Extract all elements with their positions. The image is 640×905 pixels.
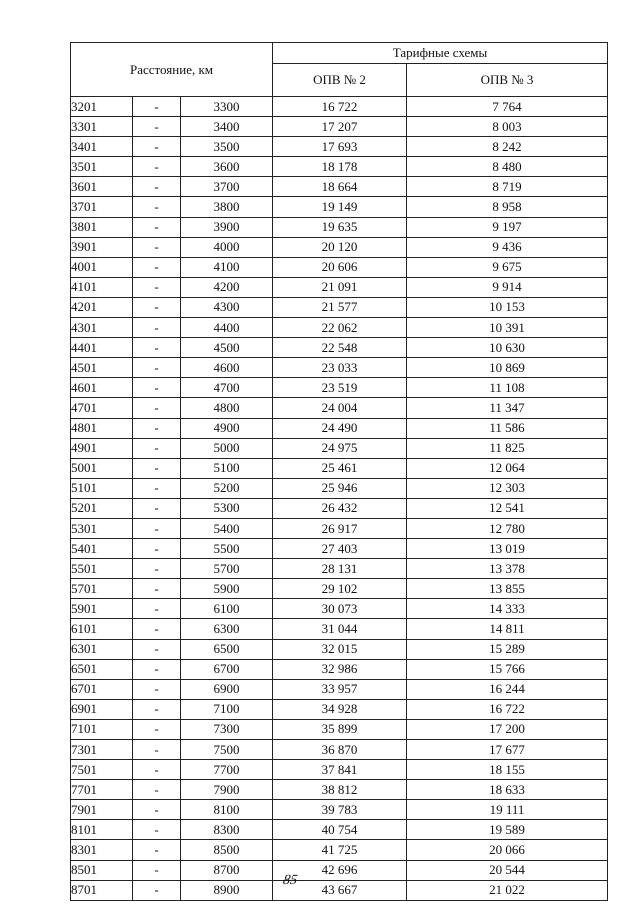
table-row bbox=[71, 338, 608, 358]
distance-to-cell: 4900 bbox=[181, 418, 273, 438]
distance-from-cell: 7301 bbox=[71, 740, 133, 760]
table-row bbox=[71, 639, 608, 659]
distance-dash-cell: - bbox=[133, 398, 181, 418]
opv3-value-cell: 9 675 bbox=[407, 257, 608, 277]
opv2-value-cell: 23 033 bbox=[273, 358, 407, 378]
opv2-value-cell: 22 062 bbox=[273, 318, 407, 338]
opv2-value-cell: 31 044 bbox=[273, 619, 407, 639]
distance-dash-cell: - bbox=[133, 117, 181, 137]
opv3-value-cell: 21 022 bbox=[407, 880, 608, 900]
opv2-value-cell: 19 635 bbox=[273, 217, 407, 237]
distance-to-cell: 5500 bbox=[181, 539, 273, 559]
distance-from-cell: 3801 bbox=[71, 217, 133, 237]
opv2-value-cell: 23 519 bbox=[273, 378, 407, 398]
table-row bbox=[71, 760, 608, 780]
opv2-value-cell: 22 548 bbox=[273, 338, 407, 358]
distance-from-cell: 6701 bbox=[71, 679, 133, 699]
opv3-value-cell: 13 019 bbox=[407, 539, 608, 559]
opv3-value-cell: 8 242 bbox=[407, 137, 608, 157]
opv3-value-cell: 20 544 bbox=[407, 860, 608, 880]
opv3-value-cell: 12 780 bbox=[407, 518, 608, 538]
table-row bbox=[71, 418, 608, 438]
page-number: 85 bbox=[281, 873, 299, 888]
opv2-value-cell: 19 149 bbox=[273, 197, 407, 217]
opv3-value-cell: 14 811 bbox=[407, 619, 608, 639]
distance-dash-cell: - bbox=[133, 599, 181, 619]
opv2-header: ОПВ № 2 bbox=[273, 64, 407, 97]
distance-from-cell: 5201 bbox=[71, 498, 133, 518]
table-row bbox=[71, 297, 608, 317]
distance-from-cell: 8101 bbox=[71, 820, 133, 840]
distance-to-cell: 4100 bbox=[181, 257, 273, 277]
distance-dash-cell: - bbox=[133, 719, 181, 739]
distance-to-cell: 4300 bbox=[181, 297, 273, 317]
distance-dash-cell: - bbox=[133, 498, 181, 518]
distance-from-cell: 5101 bbox=[71, 478, 133, 498]
table-row bbox=[71, 619, 608, 639]
opv2-value-cell: 42 696 bbox=[273, 860, 407, 880]
table-row bbox=[71, 740, 608, 760]
distance-to-cell: 7700 bbox=[181, 760, 273, 780]
opv3-value-cell: 8 958 bbox=[407, 197, 608, 217]
distance-to-cell: 6100 bbox=[181, 599, 273, 619]
table-row bbox=[71, 478, 608, 498]
table-row bbox=[71, 97, 608, 117]
tariff-rows bbox=[71, 97, 608, 901]
opv2-value-cell: 38 812 bbox=[273, 780, 407, 800]
distance-to-cell: 5300 bbox=[181, 498, 273, 518]
opv2-value-cell: 34 928 bbox=[273, 699, 407, 719]
distance-dash-cell: - bbox=[133, 699, 181, 719]
distance-to-cell: 3300 bbox=[181, 97, 273, 117]
distance-from-cell: 6301 bbox=[71, 639, 133, 659]
table-row bbox=[71, 820, 608, 840]
opv2-value-cell: 17 693 bbox=[273, 137, 407, 157]
distance-from-cell: 3401 bbox=[71, 137, 133, 157]
tariff-schemes-header: Тарифные схемы bbox=[273, 43, 608, 64]
distance-from-cell: 5401 bbox=[71, 539, 133, 559]
opv3-value-cell: 8 003 bbox=[407, 117, 608, 137]
distance-to-cell: 5000 bbox=[181, 438, 273, 458]
table-row bbox=[71, 157, 608, 177]
opv3-value-cell: 7 764 bbox=[407, 97, 608, 117]
distance-from-cell: 5301 bbox=[71, 518, 133, 538]
distance-dash-cell: - bbox=[133, 297, 181, 317]
opv2-value-cell: 16 722 bbox=[273, 97, 407, 117]
table-row bbox=[71, 498, 608, 518]
opv2-value-cell: 21 091 bbox=[273, 277, 407, 297]
distance-dash-cell: - bbox=[133, 579, 181, 599]
distance-header: Расстояние, км bbox=[71, 43, 273, 97]
table-row bbox=[71, 117, 608, 137]
opv2-value-cell: 32 986 bbox=[273, 659, 407, 679]
distance-from-cell: 8701 bbox=[71, 880, 133, 900]
distance-from-cell: 4501 bbox=[71, 358, 133, 378]
distance-dash-cell: - bbox=[133, 780, 181, 800]
distance-from-cell: 6501 bbox=[71, 659, 133, 679]
table-row bbox=[71, 579, 608, 599]
opv2-value-cell: 40 754 bbox=[273, 820, 407, 840]
opv2-value-cell: 43 667 bbox=[273, 880, 407, 900]
opv3-value-cell: 16 722 bbox=[407, 699, 608, 719]
table-row bbox=[71, 137, 608, 157]
opv2-value-cell: 20 120 bbox=[273, 237, 407, 257]
distance-from-cell: 3201 bbox=[71, 97, 133, 117]
opv2-value-cell: 39 783 bbox=[273, 800, 407, 820]
distance-from-cell: 8301 bbox=[71, 840, 133, 860]
distance-to-cell: 3700 bbox=[181, 177, 273, 197]
table-row bbox=[71, 559, 608, 579]
distance-dash-cell: - bbox=[133, 217, 181, 237]
distance-from-cell: 7901 bbox=[71, 800, 133, 820]
opv3-value-cell: 8 480 bbox=[407, 157, 608, 177]
distance-from-cell: 6101 bbox=[71, 619, 133, 639]
distance-to-cell: 4400 bbox=[181, 318, 273, 338]
opv3-value-cell: 10 391 bbox=[407, 318, 608, 338]
distance-from-cell: 5001 bbox=[71, 458, 133, 478]
opv2-value-cell: 21 577 bbox=[273, 297, 407, 317]
opv3-value-cell: 12 541 bbox=[407, 498, 608, 518]
distance-dash-cell: - bbox=[133, 880, 181, 900]
opv2-value-cell: 30 073 bbox=[273, 599, 407, 619]
distance-to-cell: 4500 bbox=[181, 338, 273, 358]
distance-to-cell: 6300 bbox=[181, 619, 273, 639]
distance-dash-cell: - bbox=[133, 659, 181, 679]
opv3-value-cell: 9 436 bbox=[407, 237, 608, 257]
table-row bbox=[71, 840, 608, 860]
table-row bbox=[71, 217, 608, 237]
opv3-value-cell: 12 064 bbox=[407, 458, 608, 478]
opv3-value-cell: 12 303 bbox=[407, 478, 608, 498]
table-row bbox=[71, 398, 608, 418]
table-row bbox=[71, 177, 608, 197]
distance-dash-cell: - bbox=[133, 619, 181, 639]
opv2-value-cell: 28 131 bbox=[273, 559, 407, 579]
distance-dash-cell: - bbox=[133, 840, 181, 860]
opv3-value-cell: 13 855 bbox=[407, 579, 608, 599]
distance-from-cell: 7101 bbox=[71, 719, 133, 739]
distance-to-cell: 4000 bbox=[181, 237, 273, 257]
opv2-value-cell: 25 946 bbox=[273, 478, 407, 498]
opv2-value-cell: 35 899 bbox=[273, 719, 407, 739]
opv3-value-cell: 9 197 bbox=[407, 217, 608, 237]
opv3-value-cell: 9 914 bbox=[407, 277, 608, 297]
distance-dash-cell: - bbox=[133, 559, 181, 579]
distance-from-cell: 4701 bbox=[71, 398, 133, 418]
distance-dash-cell: - bbox=[133, 860, 181, 880]
opv3-value-cell: 15 289 bbox=[407, 639, 608, 659]
distance-to-cell: 3500 bbox=[181, 137, 273, 157]
opv3-value-cell: 10 630 bbox=[407, 338, 608, 358]
distance-from-cell: 8501 bbox=[71, 860, 133, 880]
distance-from-cell: 4901 bbox=[71, 438, 133, 458]
distance-to-cell: 3400 bbox=[181, 117, 273, 137]
distance-dash-cell: - bbox=[133, 157, 181, 177]
distance-from-cell: 3701 bbox=[71, 197, 133, 217]
distance-to-cell: 4600 bbox=[181, 358, 273, 378]
distance-to-cell: 7300 bbox=[181, 719, 273, 739]
opv3-value-cell: 10 869 bbox=[407, 358, 608, 378]
distance-to-cell: 6500 bbox=[181, 639, 273, 659]
opv2-value-cell: 33 957 bbox=[273, 679, 407, 699]
distance-from-cell: 3601 bbox=[71, 177, 133, 197]
distance-dash-cell: - bbox=[133, 438, 181, 458]
distance-to-cell: 8300 bbox=[181, 820, 273, 840]
distance-from-cell: 7501 bbox=[71, 760, 133, 780]
table-row bbox=[71, 719, 608, 739]
distance-dash-cell: - bbox=[133, 378, 181, 398]
opv2-value-cell: 20 606 bbox=[273, 257, 407, 277]
table-row bbox=[71, 659, 608, 679]
distance-dash-cell: - bbox=[133, 639, 181, 659]
opv2-value-cell: 29 102 bbox=[273, 579, 407, 599]
distance-from-cell: 3501 bbox=[71, 157, 133, 177]
table-row bbox=[71, 318, 608, 338]
distance-to-cell: 7900 bbox=[181, 780, 273, 800]
distance-dash-cell: - bbox=[133, 237, 181, 257]
opv2-value-cell: 24 975 bbox=[273, 438, 407, 458]
distance-dash-cell: - bbox=[133, 257, 181, 277]
distance-dash-cell: - bbox=[133, 800, 181, 820]
distance-dash-cell: - bbox=[133, 760, 181, 780]
distance-to-cell: 8100 bbox=[181, 800, 273, 820]
distance-from-cell: 6901 bbox=[71, 699, 133, 719]
table-row bbox=[71, 277, 608, 297]
opv3-value-cell: 13 378 bbox=[407, 559, 608, 579]
distance-from-cell: 3901 bbox=[71, 237, 133, 257]
distance-from-cell: 4601 bbox=[71, 378, 133, 398]
table-row bbox=[71, 880, 608, 900]
table-row bbox=[71, 679, 608, 699]
distance-dash-cell: - bbox=[133, 458, 181, 478]
distance-to-cell: 4700 bbox=[181, 378, 273, 398]
table-row bbox=[71, 378, 608, 398]
distance-dash-cell: - bbox=[133, 478, 181, 498]
distance-dash-cell: - bbox=[133, 418, 181, 438]
distance-to-cell: 6700 bbox=[181, 659, 273, 679]
table-row bbox=[71, 438, 608, 458]
opv2-value-cell: 37 841 bbox=[273, 760, 407, 780]
opv3-value-cell: 20 066 bbox=[407, 840, 608, 860]
distance-dash-cell: - bbox=[133, 338, 181, 358]
distance-dash-cell: - bbox=[133, 820, 181, 840]
distance-dash-cell: - bbox=[133, 679, 181, 699]
distance-dash-cell: - bbox=[133, 137, 181, 157]
table-row bbox=[71, 860, 608, 880]
distance-to-cell: 6900 bbox=[181, 679, 273, 699]
distance-to-cell: 8500 bbox=[181, 840, 273, 860]
opv3-value-cell: 19 589 bbox=[407, 820, 608, 840]
opv3-value-cell: 18 155 bbox=[407, 760, 608, 780]
distance-from-cell: 7701 bbox=[71, 780, 133, 800]
opv3-value-cell: 16 244 bbox=[407, 679, 608, 699]
table-row bbox=[71, 458, 608, 478]
distance-dash-cell: - bbox=[133, 277, 181, 297]
opv3-value-cell: 17 200 bbox=[407, 719, 608, 739]
opv3-value-cell: 14 333 bbox=[407, 599, 608, 619]
table-row bbox=[71, 518, 608, 538]
opv3-header: ОПВ № 3 bbox=[407, 64, 608, 97]
distance-dash-cell: - bbox=[133, 197, 181, 217]
distance-from-cell: 4001 bbox=[71, 257, 133, 277]
opv2-value-cell: 36 870 bbox=[273, 740, 407, 760]
opv2-value-cell: 26 917 bbox=[273, 518, 407, 538]
distance-dash-cell: - bbox=[133, 740, 181, 760]
table-row bbox=[71, 358, 608, 378]
distance-dash-cell: - bbox=[133, 358, 181, 378]
distance-to-cell: 5900 bbox=[181, 579, 273, 599]
table-row bbox=[71, 780, 608, 800]
table-row bbox=[71, 699, 608, 719]
opv3-value-cell: 17 677 bbox=[407, 740, 608, 760]
distance-from-cell: 5701 bbox=[71, 579, 133, 599]
distance-to-cell: 7500 bbox=[181, 740, 273, 760]
distance-to-cell: 3900 bbox=[181, 217, 273, 237]
distance-to-cell: 4800 bbox=[181, 398, 273, 418]
distance-dash-cell: - bbox=[133, 539, 181, 559]
distance-to-cell: 5200 bbox=[181, 478, 273, 498]
distance-from-cell: 4101 bbox=[71, 277, 133, 297]
distance-from-cell: 5501 bbox=[71, 559, 133, 579]
opv3-value-cell: 15 766 bbox=[407, 659, 608, 679]
distance-dash-cell: - bbox=[133, 177, 181, 197]
opv3-value-cell: 8 719 bbox=[407, 177, 608, 197]
opv2-value-cell: 24 004 bbox=[273, 398, 407, 418]
distance-to-cell: 5100 bbox=[181, 458, 273, 478]
opv3-value-cell: 11 108 bbox=[407, 378, 608, 398]
opv2-value-cell: 25 461 bbox=[273, 458, 407, 478]
table-row bbox=[71, 539, 608, 559]
distance-from-cell: 3301 bbox=[71, 117, 133, 137]
table-row bbox=[71, 237, 608, 257]
distance-from-cell: 4201 bbox=[71, 297, 133, 317]
distance-to-cell: 4200 bbox=[181, 277, 273, 297]
table-row bbox=[71, 599, 608, 619]
distance-to-cell: 7100 bbox=[181, 699, 273, 719]
opv2-value-cell: 32 015 bbox=[273, 639, 407, 659]
distance-to-cell: 3800 bbox=[181, 197, 273, 217]
opv2-value-cell: 41 725 bbox=[273, 840, 407, 860]
distance-to-cell: 8700 bbox=[181, 860, 273, 880]
tariff-table bbox=[70, 42, 608, 901]
opv2-value-cell: 27 403 bbox=[273, 539, 407, 559]
table-row bbox=[71, 257, 608, 277]
distance-to-cell: 3600 bbox=[181, 157, 273, 177]
opv3-value-cell: 10 153 bbox=[407, 297, 608, 317]
table-row bbox=[71, 800, 608, 820]
distance-dash-cell: - bbox=[133, 518, 181, 538]
distance-to-cell: 8900 bbox=[181, 880, 273, 900]
distance-from-cell: 4801 bbox=[71, 418, 133, 438]
opv3-value-cell: 19 111 bbox=[407, 800, 608, 820]
opv3-value-cell: 11 347 bbox=[407, 398, 608, 418]
opv2-value-cell: 18 664 bbox=[273, 177, 407, 197]
table-row bbox=[71, 197, 608, 217]
opv3-value-cell: 11 825 bbox=[407, 438, 608, 458]
distance-to-cell: 5400 bbox=[181, 518, 273, 538]
distance-dash-cell: - bbox=[133, 97, 181, 117]
opv3-value-cell: 11 586 bbox=[407, 418, 608, 438]
distance-dash-cell: - bbox=[133, 318, 181, 338]
opv2-value-cell: 17 207 bbox=[273, 117, 407, 137]
distance-from-cell: 4301 bbox=[71, 318, 133, 338]
opv2-value-cell: 26 432 bbox=[273, 498, 407, 518]
opv2-value-cell: 24 490 bbox=[273, 418, 407, 438]
distance-to-cell: 5700 bbox=[181, 559, 273, 579]
distance-from-cell: 4401 bbox=[71, 338, 133, 358]
opv3-value-cell: 18 633 bbox=[407, 780, 608, 800]
distance-from-cell: 5901 bbox=[71, 599, 133, 619]
opv2-value-cell: 18 178 bbox=[273, 157, 407, 177]
